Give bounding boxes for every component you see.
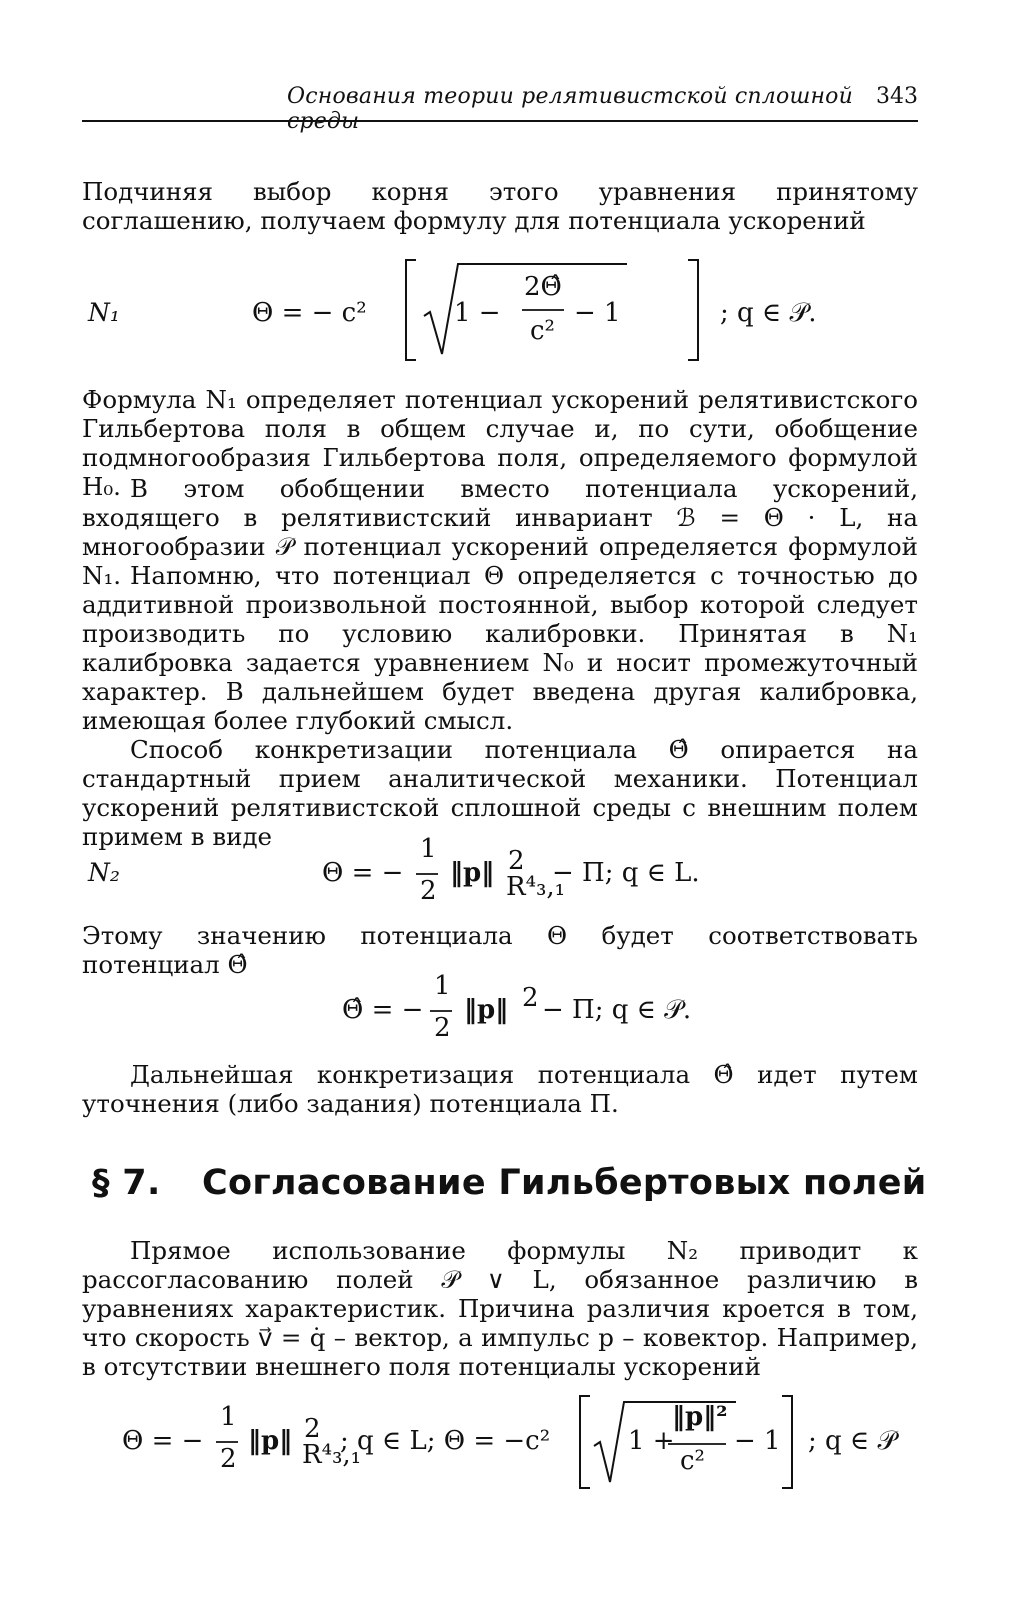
eq-th-sup: 2 <box>522 983 539 1013</box>
eq-n2-sub: R⁴₃,₁ <box>506 872 566 902</box>
eq-last-sub: R⁴₃,₁ <box>302 1440 362 1470</box>
eq-n2-sup: 2 <box>508 846 525 876</box>
eq-th-lhs: Θ̂ = − <box>342 995 424 1025</box>
eq-n1-frac-num: 2Θ̂ <box>524 272 562 302</box>
eq-last-tail: ; q ∈ 𝒫 <box>808 1426 897 1456</box>
eq-last-norm: ‖p‖ <box>248 1426 293 1456</box>
eq-n1-frac-den: c² <box>530 316 555 346</box>
eq-last-minus-one: − 1 <box>734 1426 781 1456</box>
paragraph-method: Способ конкретизации потенциала Θ̂ опирается на стандартный прием аналитической механики. Потенциал ускорений релятивистской сплошной среды с внешним полем примем в виде <box>82 735 918 851</box>
eq-last-frac-den: c² <box>680 1446 705 1476</box>
eq-last-half-den: 2 <box>220 1444 237 1474</box>
paragraph-specification: Дальнейшая конкретизация потенциала Θ̂ идет путем уточнения (либо задания) потенциала Π. <box>82 1060 918 1118</box>
eq-n2-lhs: Θ = − <box>322 858 404 888</box>
paragraph-generalization: В этом обобщении вместо потенциала ускорений, входящего в релятивистский инвариант ℬ = Θ · L, на многообразии 𝒫 потенциал ускорений определяется формулой N₁. <box>82 474 918 590</box>
eq-n1-tail: ; q ∈ 𝒫. <box>720 298 817 328</box>
eq-n1-lhs: Θ = − c² <box>252 298 367 328</box>
eq-last-frac-num: ‖p‖² <box>672 1402 728 1432</box>
equation-label-n1: N₁ <box>88 298 120 327</box>
paragraph-intro: Подчиняя выбор корня этого уравнения принятому соглашению, получаем формулу для потенциала ускорений <box>82 177 918 235</box>
equation-label-n2: N₂ <box>88 858 120 887</box>
eq-last-sup: 2 <box>304 1414 321 1444</box>
section-number: § 7. <box>92 1163 161 1203</box>
eq-n2-norm: ‖p‖ <box>450 858 495 888</box>
eq-last-lhs: Θ = − <box>122 1426 204 1456</box>
eq-last-one: 1 + <box>628 1426 675 1456</box>
eq-last-half-num: 1 <box>220 1402 237 1432</box>
eq-last-mid: ; q ∈ L; Θ = −c² <box>340 1426 551 1456</box>
eq-th-half-den: 2 <box>434 1013 451 1043</box>
paragraph-formula-n1: Формула N₁ определяет потенциал ускорений релятивистского Гильбертова поля в общем случае и, по сути, обобщение подмногообразия Гильбертова поля, определяемого формулой H₀. <box>82 385 918 501</box>
paragraph-theta-hat: Этому значению потенциала Θ будет соответствовать потенциал Θ̂ <box>82 921 918 979</box>
running-header <box>82 84 918 134</box>
eq-th-half-num: 1 <box>434 971 451 1001</box>
header-rule <box>82 120 918 122</box>
eq-th-norm: ‖p‖ <box>464 995 509 1025</box>
paragraph-calibration: Напомню, что потенциал Θ определяется с точностью до аддитивной произвольной постоянной, выбор которой следует производить по условию калибровки. Принятая в N₁ калибровка задается уравнением N₀ и носит промежуточный характер. В дальнейшем будет введена другая калибровка, имеющая более глубокий смысл. <box>82 561 918 735</box>
equation-potentials <box>82 1392 918 1492</box>
eq-th-tail: − Π; q ∈ 𝒫. <box>542 995 692 1025</box>
equation-n2 <box>82 834 918 908</box>
page-number: 343 <box>876 84 918 109</box>
equation-theta-hat <box>82 971 918 1045</box>
section-title-text: Согласование Гильбертовых полей <box>202 1163 927 1203</box>
paragraph-direct-use: Прямое использование формулы N₂ приводит к рассогласованию полей 𝒫 ∨ L, обязанное различию в уравнениях характеристик. Причина различия кроется в том, что скорость v⃗ = q̇ – вектор, а импульс p – ковектор. Например, в отсутствии внешнего поля потенциалы ускорений <box>82 1236 918 1381</box>
running-title: Основания теории релятивистской сплошной среды <box>287 84 853 134</box>
equation-n1 <box>82 256 918 366</box>
eq-n1-one: 1 − <box>454 298 501 328</box>
eq-n1-minus-one: − 1 <box>574 298 621 328</box>
section-heading <box>92 1163 927 1203</box>
eq-n2-tail: − Π; q ∈ L. <box>552 858 700 888</box>
eq-n2-half-num: 1 <box>420 834 437 864</box>
eq-n2-half-den: 2 <box>420 876 437 906</box>
